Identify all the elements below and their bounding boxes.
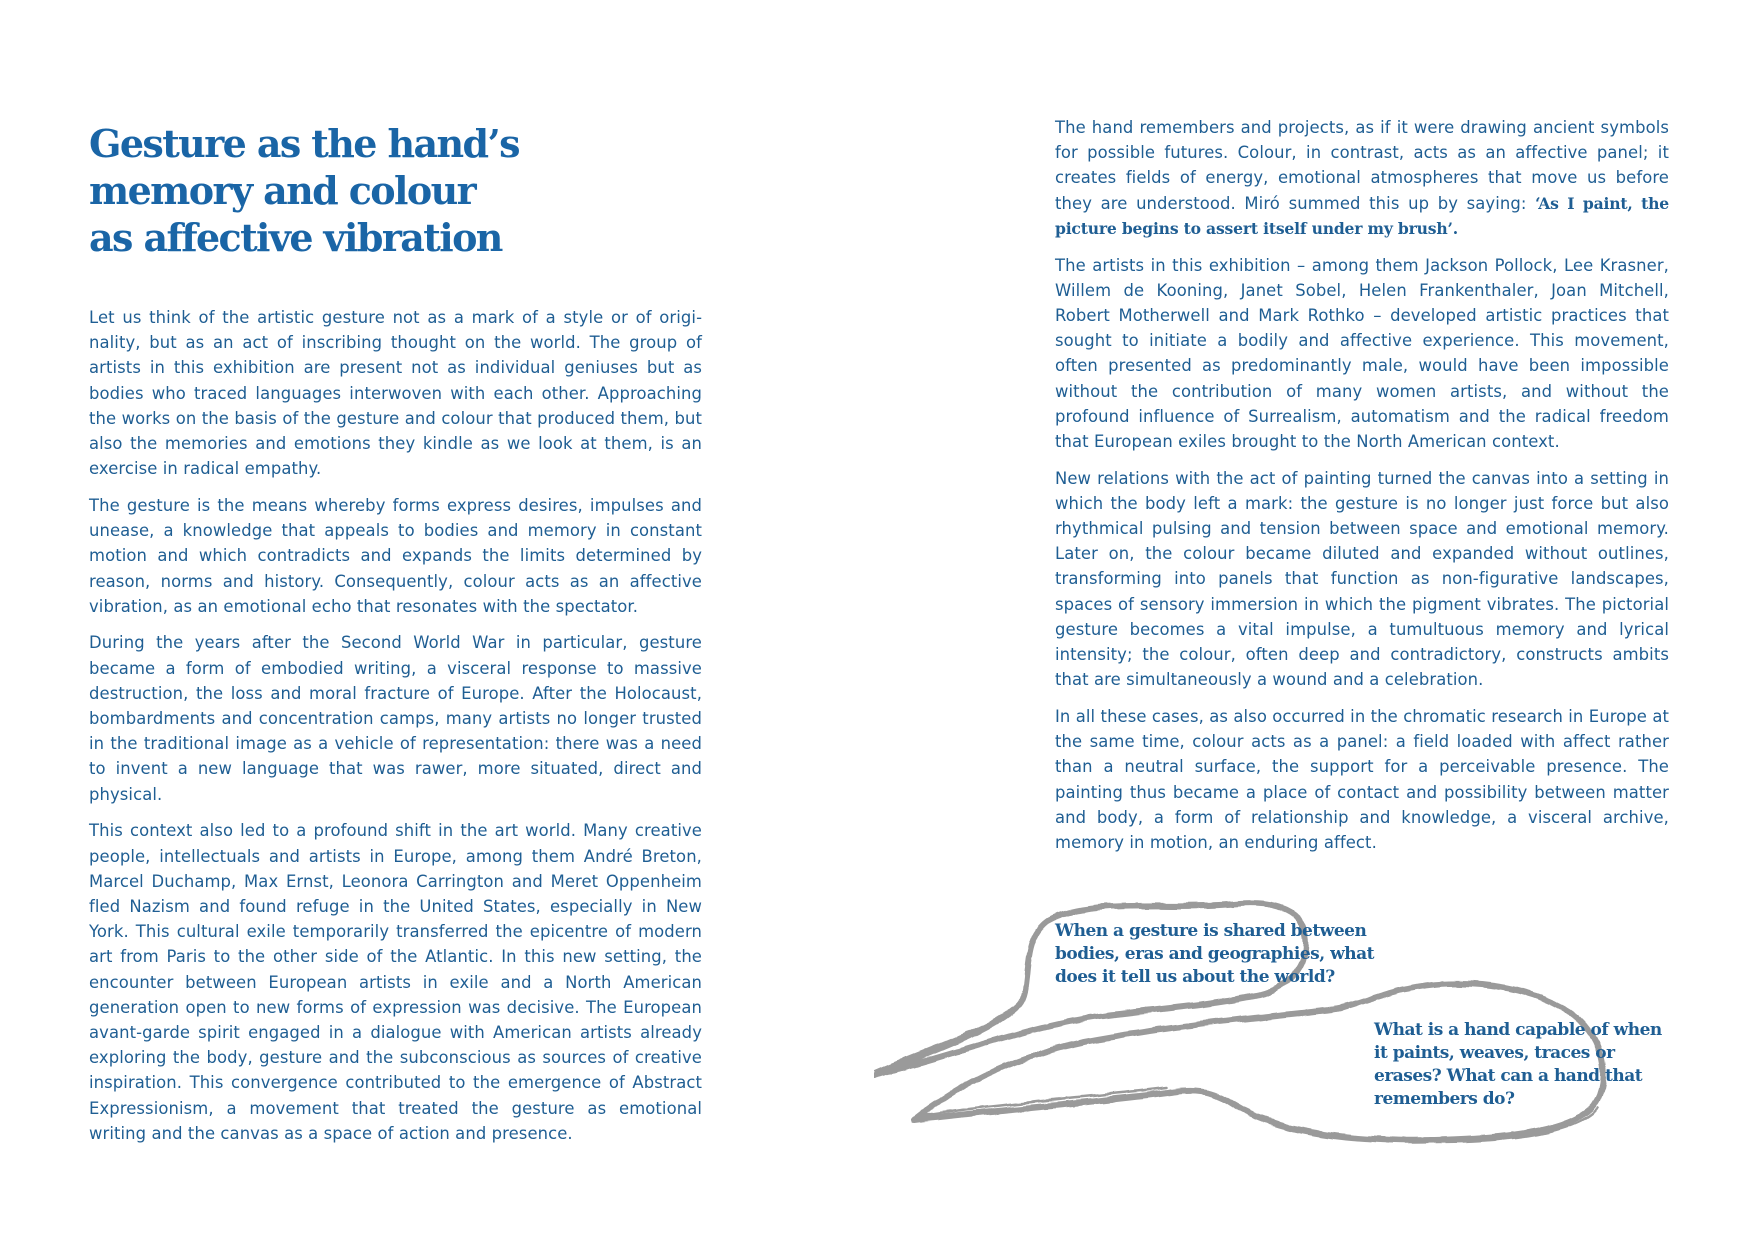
- body-paragraph: New relations with the act of painting turned the canvas into a setting in which the body left a mark: the gesture is no longer just force but also rhythmical pulsing and tension between space and emotional memory. Later on, the colour became diluted and expanded without outlines, transforming into panels that function as non-figurative landscapes, spaces of sensory immersion in which the pigment vibrates. The pictorial gesture becomes a vital impulse, a tumultuous memory and lyrical intensity; the colour, often deep and contradictory, constructs ambits that are simultaneously a wound and a celebration.: [1055, 468, 1669, 690]
- bubble-question-hand-capable: What is a hand capable of when it paints, weaves, traces or erases? What can a hand that remembers do?: [1374, 1020, 1662, 1109]
- left-text-column: [89, 305, 702, 1158]
- title-line: Gesture as the hand’s: [89, 121, 519, 166]
- title-line: memory and colour: [89, 168, 476, 213]
- body-paragraph: This context also led to a profound shift in the art world. Many creative people, intellectuals and artists in Europe, among them André Breton, Marcel Duchamp, Max Ernst, Leonora Carrington and Meret Oppenheim fled Nazism and found refuge in the United States, especially in New York. This cultural exile temporarily transferred the epicentre of modern art from Paris to the other side of the Atlantic. In this new setting, the encounter between European artists in exile and a North American generation open to new forms of expression was decisive. The European avant-garde spirit engaged in a dialogue with American artists already exploring the body, gesture and the subconscious as sources of creative inspiration. This convergence contributed to the emergence of Abstract Expressionism, a movement that treated the gesture as emotional writing and the canvas as a space of action and presence.: [89, 821, 702, 1143]
- title-line: as affective vibration: [89, 215, 502, 260]
- miro-quote: ‘As I paint, the picture begins to assert itself under my brush’.: [1055, 193, 1670, 238]
- page-title: [89, 120, 709, 261]
- right-page: [874, 0, 1748, 1240]
- body-paragraph: During the years after the Second World War in particular, gesture became a form of embodied writing, a visceral response to massive destruction, the loss and moral fracture of Europe. After the Holocaust, bombardments and concentration camps, many artists no longer trusted in the traditional image as a vehicle of representation: there was a need to invent a new language that was rawer, more situated, direct and physical.: [89, 633, 702, 804]
- intro-text: The hand remembers and projects, as if it were drawing ancient symbols for possible futures. Colour, in contrast, acts as an affective panel; it creates fields of energy, emotional atmospheres that move us before they are understood. Miró summed this up by saying:: [1055, 118, 1669, 213]
- bubble-question-gesture-shared: When a gesture is shared between bodies, eras and geographies, what does it tell us about the world?: [1055, 921, 1374, 987]
- body-paragraph: In all these cases, as also occurred in the chromatic research in Europe at the same time, colour acts as a panel: a field loaded with affect rather than a neutral surface, the support for a perceivable presence. The painting thus became a place of contact and possibility between matter and body, a form of relationship and knowledge, a visceral archive, memory in motion, an enduring affect.: [1055, 706, 1669, 852]
- intro-paragraph: [1055, 115, 1669, 241]
- body-paragraph: The gesture is the means whereby forms express desires, impulses and unease, a knowledge that appeals to bodies and memory in constant motion and which contradicts and expands the limits determined by reason, norms and history. Consequently, colour acts as an affective vibration, as an emotional echo that resonates with the spectator.: [89, 495, 702, 616]
- right-text-column: [1055, 115, 1669, 867]
- body-paragraph: The artists in this exhibition – among them Jackson Pollock, Lee Krasner, Willem de Kooning, Janet Sobel, Helen Frankenthaler, Joan Mitchell, Robert Motherwell and Mark Rothko – developed artistic practices that sought to initiate a bodily and affective experience. This movement, often presented as predominantly male, would have been impossible without the contribution of many women artists, and without the profound influence of Surrealism, automatism and the radical freedom that European exiles brought to the North American context.: [1055, 255, 1669, 451]
- body-paragraph: Let us think of the artistic gesture not as a mark of a style or of originality, but as an act of inscribing thought on the world. The group of artists in this exhibition are present not as individual geniuses but as bodies who traced languages interwoven with each other. Approaching the works on the basis of the gesture and colour that produced them, but also the memories and emotions they kindle as we look at them, is an exercise in radical empathy.: [89, 308, 702, 479]
